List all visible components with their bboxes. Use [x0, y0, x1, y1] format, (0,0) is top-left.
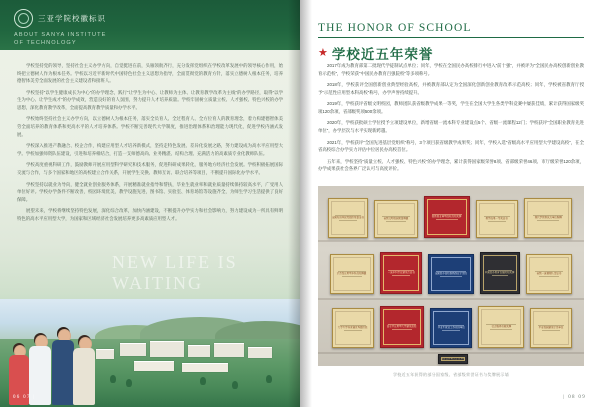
certificate	[530, 308, 572, 348]
shelf-line	[318, 240, 584, 242]
certificate	[480, 252, 520, 294]
certificate-label: 校企合作育人示范基地	[441, 357, 465, 360]
certificate	[330, 254, 374, 294]
school-name-en-line1: ABOUT SANYA INSTITUTE	[14, 32, 107, 38]
paragraph: 2019年，学校获评省级文明校园，教师团队获省级教学成果一等奖，学生在全国大学生各类学科竞赛中屡获佳绩，累计获得国家级奖项120余项、省部级奖项500余项。	[318, 101, 584, 114]
header-rule	[318, 37, 584, 38]
certificate	[438, 354, 468, 364]
paragraph: 学校高度重视科研工作，鼓励教师开展应用型科学研究和技术服务，促进科研成果转化，服务地方经济社会发展。学校积极拓展国际交流与合作，与多个国家和地区的高校建立合作关系，开展学生交换、教师互访、联合培养等项目，不断提升国际化办学水平。	[17, 162, 283, 175]
tree	[126, 379, 132, 387]
certificate-label: 现代学徒制试点单位铜牌	[534, 215, 562, 219]
certificate-label: 创新创业典型经验高校奖牌	[432, 214, 462, 218]
divider	[339, 220, 357, 221]
building	[248, 347, 272, 358]
certificate	[374, 200, 418, 238]
certificate	[524, 198, 572, 238]
certificate-frame	[331, 201, 365, 235]
school-logo	[14, 9, 106, 28]
certificate-label: 全国先进基层党组织荣誉证书	[331, 215, 365, 219]
red-star-icon: ★	[318, 46, 328, 59]
paragraph: 2020年，学校获批硕士学位授予立项建设单位，新增省级一流本科专业建设点5个、省级一流课程12门；学校获评“全国职业教育先进单位”，办学层次与水平实现新跨越。	[318, 120, 584, 134]
certificate-frame	[433, 311, 469, 345]
certificate	[380, 252, 422, 294]
seal-icon	[14, 9, 33, 28]
divider	[440, 276, 462, 277]
building	[134, 361, 174, 371]
divider	[436, 219, 458, 220]
certificate-label: 毕业生就业工作先进单位	[437, 325, 465, 329]
certificate-frame	[483, 255, 517, 291]
watermark-line2: WAITING	[112, 272, 203, 293]
certificate	[430, 308, 472, 348]
certificate	[428, 254, 474, 294]
divider	[542, 330, 560, 331]
certificate-label: 一流本科专业建设点证书	[387, 270, 415, 274]
building	[188, 345, 210, 357]
divider	[392, 329, 412, 330]
certificate-frame	[377, 203, 415, 235]
right-page	[300, 0, 600, 407]
section-title-cn: 学校近五年荣誉	[331, 47, 434, 62]
divider	[539, 276, 559, 277]
divider	[342, 276, 362, 277]
certificate-frame	[529, 257, 569, 291]
divider	[488, 221, 506, 222]
certificate-wall-photo	[318, 186, 584, 366]
certificate-frame	[427, 199, 467, 235]
paragraph: 2018年，学校获评全国创新创业典型经验高校，并被教育部认定为全国深化创新创业教育改革示范高校；同年，学校被省教育厅授予“示范性应用型本科高校”称号，办学声誉持续提升。	[318, 82, 584, 95]
certificate-frame	[333, 257, 371, 291]
divider	[442, 330, 460, 331]
building	[150, 341, 184, 357]
school-name-en	[14, 31, 107, 48]
certificate	[476, 200, 518, 238]
paragraph: 学校坚持党的领导，坚持社会主义办学方向，自觉挺进在前，头雁领航齐行，充分发挥党组织在学校改革发展中的领导核心作用，始终把立德树人作为根本任务。学校以习近平新时代中国特色社会主义思想为指导，全面贯彻党的教育方针，落实立德树人根本任务，培养德智体美劳全面发展的社会主义建设者和接班人。	[17, 63, 283, 84]
certificate-label: 大学生学科竞赛优秀组织奖	[338, 325, 368, 329]
building	[214, 343, 244, 357]
divider	[344, 330, 362, 331]
tree	[232, 381, 238, 389]
building	[182, 363, 228, 372]
certificate	[424, 196, 470, 238]
divider	[492, 275, 508, 276]
certificate-label: 平安校园建设示范单位	[538, 325, 564, 329]
paragraph: 学校坚持以就业为导向，健全就业创业服务体系，开展精准就业指导和帮扶，毕业生就业率和就业质量持续保持较高水平，广受用人单位好评。学校办学条件不断改善，校园环境优美，教学设施先进，图书馆、实验室、体育场馆等设施齐全，为师生学习生活提供了良好保障。	[17, 181, 283, 202]
torso	[73, 348, 95, 405]
certificate-label: 示范性应用型本科高校牌匾	[337, 271, 367, 275]
certificate	[526, 254, 572, 294]
certificate-label: 省级一流课程认定证书	[536, 271, 562, 275]
page-number-right: | 08 09	[563, 395, 586, 400]
certificate-frame	[533, 311, 569, 345]
paragraph: 学校坚持“以学生健康成长为中心”的办学理念，践行“让学生为中心、让教师为主体、让教育教学改革为主线”的办学路径，取得“以学生为中心、让学生成才”的办学成效，营造良好的育人氛围，努力提升人才培养质量。学校牢固树立质量立校、人才强校、特色兴校的办学思想，深化教育教学改革，全面提高教育教学质量和办学水平。	[17, 89, 283, 110]
campus-aerial-photo	[0, 299, 300, 407]
certificate-frame	[479, 203, 515, 235]
certificate-frame	[431, 257, 471, 291]
paragraph: 学校始终坚持社会主义办学方向，以立德树人为根本任务，落实全员育人、全过程育人、全方位育人的教育理念，着力构建德智体美劳全面培养的教育体系和更高水平的人才培养体系。学校不断完善现代大学制度，推进治理体系和治理能力现代化，促进学校内涵式发展。	[17, 116, 283, 137]
paragraph: 展望未来，学校将继续坚持特色发展，深化综合改革，加快内涵建设，不断提升办学实力和社会影响力，努力建设成为一所具有鲜明特色的高水平应用型大学，为国家和区域经济社会发展培养更多高素质应用型人才。	[17, 208, 283, 221]
certificate-frame	[527, 201, 569, 235]
section-title-cn-row	[318, 43, 584, 63]
tree	[200, 377, 206, 385]
paragraph: 2021年，学校获评“全国先进基层党组织”称号，3个项目获省级教学成果奖；同年，学校入选“省级高水平应用型大学建设高校”，在全省高校综合办学实力评估中位居民办高校首位。	[318, 139, 584, 153]
divider	[490, 329, 512, 330]
divider	[392, 275, 410, 276]
certificate-frame	[335, 311, 371, 345]
certificate	[328, 198, 368, 238]
paragraph: 学校深入推进产教融合、校企合作，构建应用型人才培养新模式，坚持走特色发展、差异化发展之路，努力建设成为高水平应用型大学。学校加强师资队伍建设，引进和培养相结合，打造一支师德高尚、业务精湛、结构合理、充满活力的高素质专业化教师队伍。	[17, 143, 283, 156]
certificate-label: 高水平应用型大学建设高校	[387, 324, 417, 328]
school-logo-label: 三亚学院校徽标识	[38, 14, 106, 23]
school-name-en-line2: OF TECHNOLOGY	[14, 40, 77, 47]
section-title-en: THE HONOR OF SCHOOL	[318, 22, 472, 34]
paragraph: 五年来，学校坚持“质量立校、人才强校、特色兴校”的办学理念，累计获得国家级荣誉8项、省部级荣誉46项、市厅级荣誉120余项，办学成果获社会各界广泛认可与高度评价。	[318, 158, 584, 172]
certificate-frame	[383, 255, 419, 291]
tree	[266, 375, 272, 383]
shelf-line	[318, 298, 584, 300]
right-body-text	[318, 62, 584, 177]
certificate-frame	[481, 309, 521, 345]
certificate-label: 全国民办高校创新创业示范校	[434, 271, 468, 275]
certificate	[478, 306, 524, 348]
photo-caption: 学校近五年获得的部分国家级、省部级荣誉证书与奖牌展示墙	[392, 372, 510, 377]
student	[72, 335, 96, 405]
certificate-frame	[441, 357, 465, 361]
watermark-text	[112, 252, 238, 293]
page-number-left: 06 07 |	[13, 395, 36, 400]
left-body-text	[17, 62, 283, 226]
divider	[537, 220, 559, 221]
torso	[52, 340, 74, 405]
certificate	[332, 308, 374, 348]
watermark-line1: NEW LIFE IS	[112, 252, 238, 272]
tree	[110, 375, 116, 383]
certificate-label: 教学成果一等奖证书	[485, 216, 509, 220]
certificate-frame	[383, 309, 421, 345]
certificate-label: 省级文明校园荣誉牌匾	[383, 216, 409, 220]
divider	[386, 221, 406, 222]
certificate-label: 社会服务贡献奖牌	[491, 324, 511, 328]
certificate	[380, 306, 424, 348]
building	[120, 343, 146, 356]
students-group-photo	[6, 313, 102, 405]
section-header	[318, 22, 584, 63]
certificate-label: 中国民办教育百强院校奖牌	[485, 270, 515, 274]
paragraph: 2017年成为教育部第二批现代学徒制试点单位；同年，学校在全国民办高校排行中进入“前十强”，并被评为“全国民办高校创新创业教育示范校”，学校荣获“中国民办教育百强院校”等多项称号。	[318, 63, 584, 76]
